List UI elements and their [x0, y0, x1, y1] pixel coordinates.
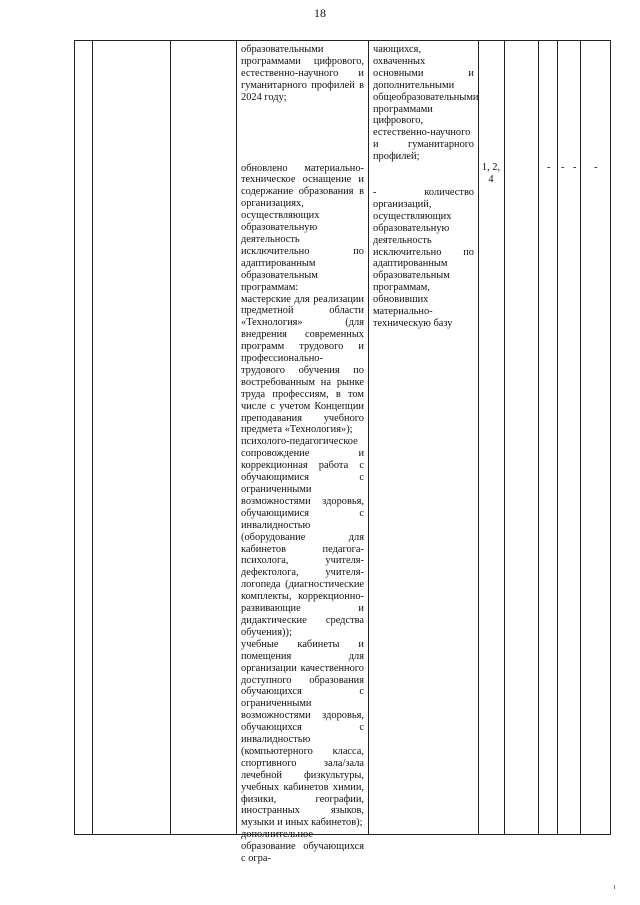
table-column-divider-4	[368, 40, 369, 834]
table-border-right	[610, 40, 611, 834]
page-number: 18	[314, 6, 326, 20]
measures-paragraph-3: мастерские для реализации предметной области «Технология» (для внедрения современных программ трудового и профессионально-трудового обучения по востребованным на рынке труда профессиям, в том числе с учетом Концепции преподавания учебного предмета «Технология»);	[241, 293, 364, 436]
dash-cell-3: -	[573, 162, 577, 173]
measures-paragraph-4: психолого-педагогическое сопровождение и коррекционная работа с обучающимися с ограниченными возможностями здоровья, обучающимися с инвалидностью (оборудование для кабинетов педагога-психолога, учителя-дефектолога, учителя-логопеда (диагностические комплекты, коррекционно-развивающие и дидактические средства обучения));	[241, 436, 364, 638]
task-numbers-line-1: 1, 2,	[481, 162, 501, 173]
indicators-paragraph-1: чающихся, охваченных основными и дополнительными общеобразовательными программами цифрового, естественно-научного и гуманитарного профилей;	[373, 44, 479, 163]
task-numbers	[478, 162, 504, 186]
measures-cell	[241, 44, 364, 865]
table-column-divider-5	[478, 40, 479, 834]
dash-cell-4: -	[594, 162, 598, 173]
indicators-cell	[373, 44, 479, 163]
table-column-divider-8	[557, 40, 558, 834]
table-column-divider-7	[538, 40, 539, 834]
table-column-divider-1	[92, 40, 93, 834]
measures-paragraph-5: учебные кабинеты и помещения для организации качественного доступного образования обучающихся с ограниченными возможностями здоровья, обучающихся с инвалидностью (компьютерного класса, спортивного зала/зала лечебной физкультуры, учебных кабинетов химии, физики, географии, иностранных языков, музыки и иных кабинетов);	[241, 638, 364, 829]
indicators-cell-2	[373, 187, 474, 330]
table-column-divider-3	[236, 40, 237, 834]
dash-cell-2: -	[561, 162, 565, 173]
table-column-divider-9	[580, 40, 581, 834]
measures-paragraph-6: дополнительное образование обучающихся с огра-	[241, 829, 364, 865]
task-numbers-line-2: 4	[488, 173, 494, 185]
table-border-top	[74, 40, 611, 41]
measures-paragraph-2: обновлено материально-техническое оснащение и содержание образования в организациях, осуществляющих образовательную деятельность исключительно по адаптированным образовательным программам:	[241, 162, 364, 293]
dash-cell-1: -	[547, 162, 551, 173]
table-border-left	[74, 40, 75, 834]
table-column-divider-6	[504, 40, 505, 834]
margin-mark	[614, 885, 615, 889]
table-column-divider-2	[170, 40, 171, 834]
indicators-paragraph-2: - количество организаций, осуществляющих образовательную деятельность исключительно по адаптированным образовательным программам, обновивших материально-техническую базу	[373, 187, 474, 329]
measures-paragraph-1: образовательными программами цифрового, естественно-научного и гуманитарного профилей в 2024 году;	[241, 44, 364, 103]
